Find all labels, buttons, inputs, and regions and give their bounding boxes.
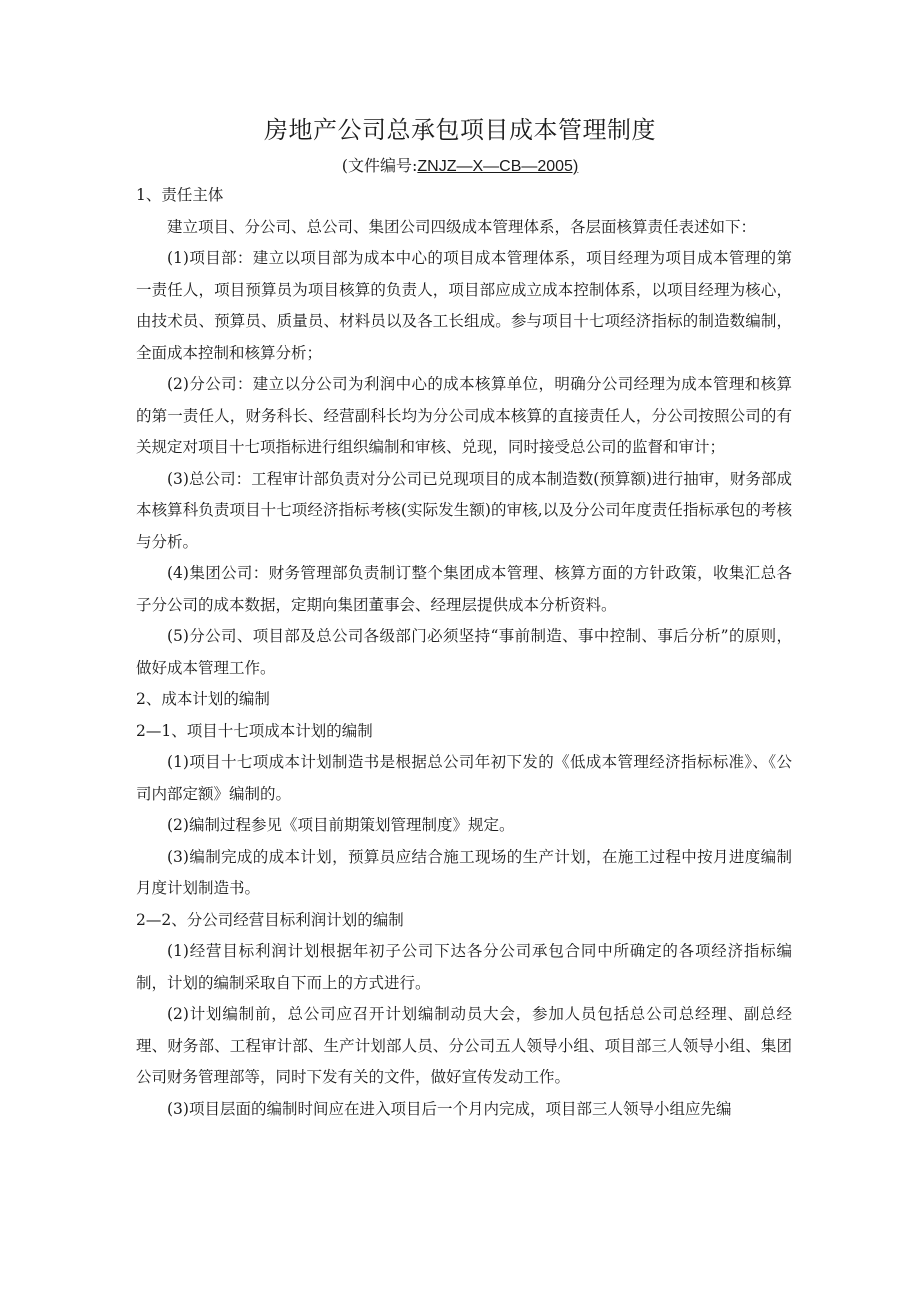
body-paragraph: (1)项目十七项成本计划制造书是根据总公司年初下发的《低成本管理经济指标标准》、《公司内部定额》编制的。	[136, 753, 792, 803]
document-body	[136, 180, 792, 1125]
body-paragraph: (2)计划编制前，总公司应召开计划编制动员大会，参加人员包括总公司总经理、副总经理、财务部、工程审计部、生产计划部人员、分公司五人领导小组、项目部三人领导小组、集团公司财务管理部等，同时下发有关的文件，做好宣传发动工作。	[136, 1005, 792, 1086]
document-number-code: ZNJZ—X—CB—2005)	[417, 158, 579, 175]
body-paragraph: 建立项目、分公司、总公司、集团公司四级成本管理体系，各层面核算责任表述如下：	[167, 217, 757, 236]
body-paragraph: (3)编制完成的成本计划，预算员应结合施工现场的生产计划，在施工过程中按月进度编制月度计划制造书。	[136, 847, 792, 897]
body-paragraph: (3)项目层面的编制时间应在进入项目后一个月内完成，项目部三人领导小组应先编	[167, 1099, 732, 1118]
section-heading: 2—1、项目十七项成本计划的编制	[136, 721, 373, 740]
document-number-prefix: (文件编号:	[341, 156, 418, 175]
body-paragraph: (4)集团公司：财务管理部负责制订整个集团成本管理、核算方面的方针政策，收集汇总各子分公司的成本数据，定期向集团董事会、经理层提供成本分析资料。	[136, 564, 792, 614]
body-paragraph: (1)项目部：建立以项目部为成本中心的项目成本管理体系，项目经理为项目成本管理的第一责任人，项目预算员为项目核算的负责人，项目部应成立成本控制体系，以项目经理为核心，由技术员、预算员、质量员、材料员以及各工长组成。参与项目十七项经济指标的制造数编制，全面成本控制和核算分析；	[136, 249, 792, 362]
section-heading: 2—2、分公司经营目标利润计划的编制	[136, 910, 404, 929]
body-paragraph: (2)编制过程参见《项目前期策划管理制度》规定。	[167, 816, 515, 834]
section-heading: 2、成本计划的编制	[136, 690, 270, 708]
body-paragraph: (2)分公司：建立以分公司为利润中心的成本核算单位，明确分公司经理为成本管理和核算的第一责任人，财务科长、经营副科长均为分公司成本核算的直接责任人，分公司按照公司的有关规定对项目十七项指标进行组织编制和审核、兑现，同时接受总公司的监督和审计；	[136, 375, 792, 456]
body-paragraph: (3)总公司：工程审计部负责对分公司已兑现项目的成本制造数(预算额)进行抽审，财务部成本核算科负责项目十七项经济指标考核(实际发生额)的审核,以及分公司年度责任指标承包的考核与分析。	[136, 469, 792, 551]
document-title: 房地产公司总承包项目成本管理制度	[264, 116, 656, 144]
body-paragraph: (1)经营目标利润计划根据年初子公司下达各分公司承包合同中所确定的各项经济指标编制，计划的编制采取自下而上的方式进行。	[136, 942, 792, 992]
document-number	[0, 153, 920, 176]
body-paragraph: (5)分公司、项目部及总公司各级部门必须坚持“事前制造、事中控制、事后分析”的原则，做好成本管理工作。	[136, 627, 792, 677]
section-heading: 1、责任主体	[136, 186, 224, 204]
